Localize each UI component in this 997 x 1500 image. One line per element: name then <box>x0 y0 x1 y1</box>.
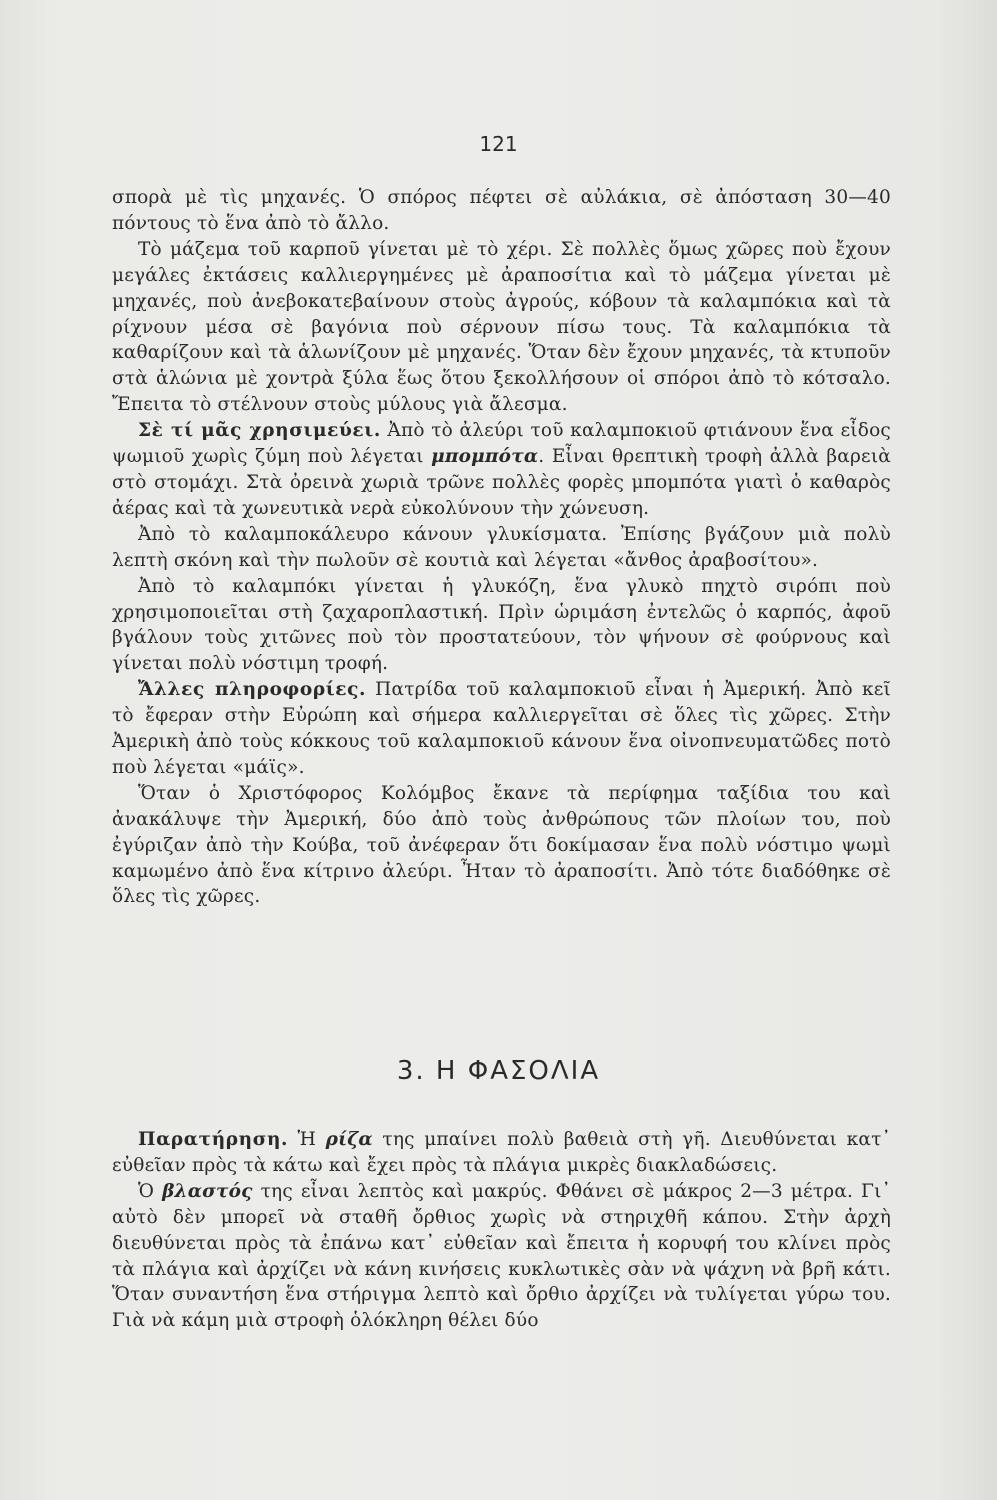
paragraph: Τὸ μάζεμα τοῦ καρποῦ γίνεται μὲ τὸ χέρι. Σὲ πολλὲς ὅμως χῶρες ποὺ ἔχουν μεγάλες ἐκτάσεις καλλιεργημένες μὲ ἀραποσίτια καὶ τὸ μάζεμα γίνεται μὲ μηχανές, ποὺ ἀνεβοκατεβαίνουν στοὺς ἀγρούς, κόβουν τὰ καλαμπόκια καὶ τὰ ρίχνουν μέσα σὲ βαγόνια ποὺ σέρνουν πίσω τους. Τὰ καλαμπόκια τὰ καθαρίζουν καὶ τὰ ἁλωνίζουν μὲ μηχανές. Ὅταν δὲν ἔχουν μηχανές, τὰ κτυποῦν στὰ ἁλώνια μὲ χοντρὰ ξύλα ἕως ὅτου ξεκολλήσουν οἱ σπόροι ἀπὸ τὸ κότσαλο. Ἔπειτα τὸ στέλνουν στοὺς μύλους γιὰ ἄλεσμα. <box>112 238 891 416</box>
paragraph-lead-heading: Ἄλλες πληροφορίες. <box>138 679 367 701</box>
paragraph <box>112 677 891 781</box>
paragraph-text: της μπαίνει πολὺ βαθειὰ στὴ γῆ. Διευθύνεται κατ᾿ εὐθεῖαν πρὸς τὰ κάτω καὶ ἔχει πρὸς τὰ πλάγια μικρὲς διακλαδώσεις. <box>112 1129 891 1176</box>
corn-text-section <box>112 185 891 910</box>
section-heading: 3. Η ΦΑΣΟΛΙΑ <box>396 1056 601 1086</box>
paragraph: σπορὰ μὲ τὶς μηχανές. Ὁ σπόρος πέφτει σὲ αὐλάκια, σὲ ἀπόσταση 30—40 πόντους τὸ ἕνα ἀπὸ τὸ ἄλλο. <box>112 187 891 234</box>
paragraph-text: της εἶναι λεπτὸς καὶ μακρύς. Φθάνει σὲ μάκρος 2—3 μέτρα. Γι᾿ αὐτὸ δὲν μπορεῖ νὰ σταθῆ ὄρθιος χωρὶς νὰ στηριχθῆ κάπου. Στὴν ἀρχὴ διευθύνεται πρὸς τὰ ἐπάνω κατ᾿ εὐθεῖαν καὶ ἔπειτα ἡ κορυφή του κλίνει πρὸς τὰ πλάγια καὶ ἀρχίζει νὰ κάνη κινήσεις κυκλωτικὲς σὰν νὰ ψάχνη νὰ βρῆ κάτι. Ὅταν συναντήση ἕνα στήριγμα λεπτὸ καὶ ὄρθιο ἀρχίζει νὰ τυλίγεται γύρω του. Γιὰ νὰ κάμη μιὰ στροφὴ ὁλόκληρη θέλει δύο <box>112 1180 891 1332</box>
paragraph: Ἀπὸ τὸ καλαμπόκι γίνεται ἡ γλυκόζη, ἕνα γλυκὸ πηχτὸ σιρόπι ποὺ χρησιμοποιεῖται στὴ ζαχαροπλαστική. Πρὶν ὡριμάση ἐντελῶς ὁ καρπός, ἀφοῦ βγάλουν τοὺς χιτῶνες ποὺ τὸν προστατεύουν, τὸν ψήνουν σὲ φούρνους καὶ γίνεται πολὺ νόστιμη τροφή. <box>112 575 891 675</box>
paragraph: Ὅταν ὁ Χριστόφορος Κολόμβος ἔκανε τὰ περίφημα ταξίδια του καὶ ἀνακάλυψε τὴν Ἀμερική, δύο ἀπὸ τοὺς ἀνθρώπους τῶν πλοίων του, ποὺ ἐγύριζαν ἀπὸ τὴν Κούβα, τοῦ ἀνέφεραν ὅτι δοκίμασαν ἕνα πολὺ νόστιμο ψωμὶ καμωμένο ἀπὸ ἕνα κίτρινο ἀλεύρι. Ἦταν τὸ ἀραποσίτι. Ἀπὸ τότε διαδόθηκε σὲ ὅλες τὶς χῶρες. <box>112 782 891 908</box>
paragraph-text: Ἀπὸ τὸ ἀλεύρι τοῦ καλαμποκιοῦ φτιάνουν ἕνα εἶδος ψωμιοῦ χωρὶς ζύμη ποὺ λέγεται <box>112 420 891 468</box>
bean-text-section <box>112 1127 891 1334</box>
paragraph <box>112 418 891 522</box>
paragraph-text: Ἡ <box>288 1129 326 1150</box>
paragraph <box>112 1127 891 1179</box>
paragraph: Ἀπὸ τὸ καλαμποκάλευρο κάνουν γλυκίσματα. Ἐπίσης βγάζουν μιὰ πολὺ λεπτὴ σκόνη καὶ τὴν πωλοῦν σὲ κουτιὰ καὶ λέγεται «ἄνθος ἀραβοσίτου». <box>112 523 891 571</box>
paragraph-text: Ὁ <box>138 1180 163 1202</box>
keyword: ρίζα <box>325 1129 373 1150</box>
paragraph-text: Πατρίδα τοῦ καλαμποκιοῦ εἶναι ἡ Ἀμερική. Ἀπὸ κεῖ τὸ ἔφεραν στὴν Εὐρώπη καὶ σήμερα καλλιεργεῖται σὲ ὅλες τὶς χῶρες. Στὴν Ἀμερικὴ ἀπὸ τοὺς κόκκους τοῦ καλαμποκιοῦ κάνουν ἕνα οἰνοπνευματῶδες ποτὸ ποὺ λέγεται «μάϊς». <box>112 679 891 778</box>
paragraph-lead-heading: Παρατήρηση. <box>138 1129 289 1150</box>
paragraph-text: . Εἶναι θρεπτικὴ τροφὴ ἀλλὰ βαρειὰ στὸ στομάχι. Στὰ ὀρεινὰ χωριὰ τρῶνε πολλὲς φορὲς μπομπότα γιατὶ ὁ καθαρὸς ἀέρας καὶ τὰ χωνευτικὰ νερὰ εὐκολύνουν τὴν χώνευση. <box>112 446 891 519</box>
paragraph-lead-heading: Σὲ τί μᾶς χρησιμεύει. <box>138 420 381 442</box>
paragraph <box>112 1179 891 1334</box>
keyword: μπομπότα <box>431 446 539 468</box>
page-number: 121 <box>479 132 518 156</box>
keyword: βλαστός <box>162 1180 253 1202</box>
